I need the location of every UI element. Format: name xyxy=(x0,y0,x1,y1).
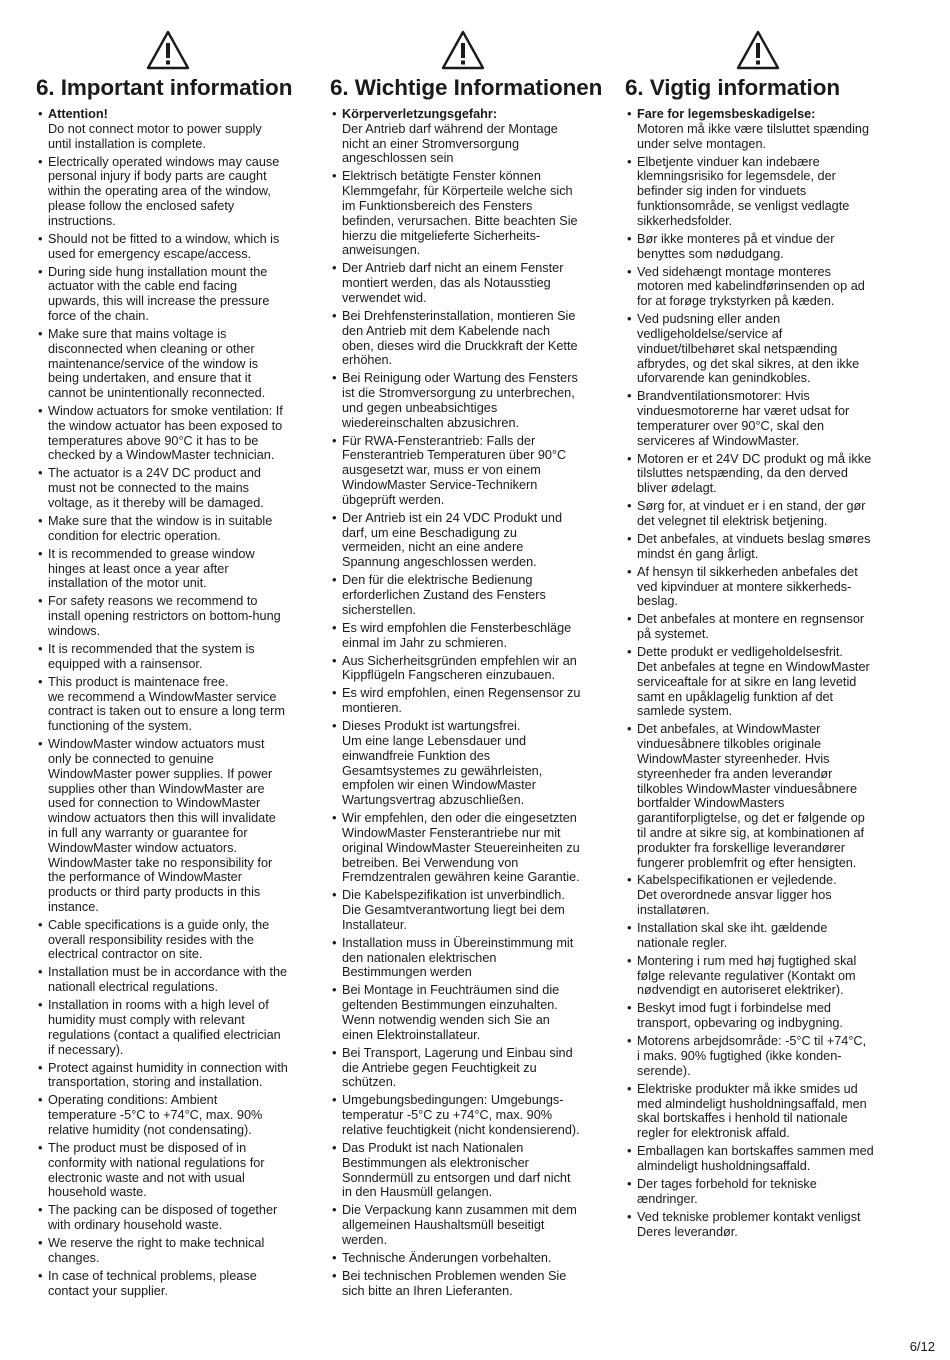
item-text: Protect against humidity in connection with transportation, storing and installation. xyxy=(48,1060,288,1090)
list-item xyxy=(332,1251,594,1266)
list-item xyxy=(38,404,298,463)
list-item xyxy=(332,107,594,166)
list-item xyxy=(332,169,594,258)
list-item xyxy=(38,998,298,1057)
item-heading: Körperverletzungsgefahr: xyxy=(342,107,498,121)
item-text: Bei Reinigung oder Wartung des Fensters ist die Stromversorgung zu unterbrechen, und gegen unbeabsichtiges wiedereinschalten abzusichren. xyxy=(342,371,578,430)
item-text: Should not be fitted to a window, which is used for emergency escape/access. xyxy=(48,231,280,261)
list-item xyxy=(38,265,298,324)
list-item xyxy=(332,1093,594,1137)
list-item xyxy=(627,107,889,151)
item-text: Dette produkt er vedligeholdelsesfrit. Det anbefales at tegne en WindowMaster serviceaftale for at sikre en lang levetid samt en upåklagelig funktion af det samlede system. xyxy=(637,645,870,719)
list-item xyxy=(332,686,594,716)
item-text: In case of technical problems, please contact your supplier. xyxy=(48,1268,257,1298)
item-text: Sørg for, at vinduet er i en stand, der gør det velegnet til elektrisk betjening. xyxy=(637,499,866,529)
item-text: Der tages forbehold for tekniske ændringer. xyxy=(637,1176,817,1206)
list-item xyxy=(627,232,889,262)
item-text: Emballagen kan bortskaffes sammen med almindeligt husholdningsaffald. xyxy=(637,1144,874,1173)
item-text: Für RWA-Fensterantrieb: Falls der Fensterantrieb Temperaturen über 90°C ausgesetzt war, muss er von einem WindowMaster Service-Technikern übgeprüft werden. xyxy=(342,433,567,507)
warning-triangle-icon xyxy=(736,30,780,70)
list-item xyxy=(38,675,298,734)
info-list xyxy=(38,107,298,1299)
item-text: It is recommended to grease window hinges at least once a year after installation of the motor unit. xyxy=(48,546,255,591)
list-item xyxy=(627,1144,889,1174)
item-text: Elektriske produkter må ikke smides ud med almindeligt husholdningsaffald, men skal bortskaffes i henhold til nationale regler for elektronisk affald. xyxy=(637,1081,867,1141)
list-item xyxy=(38,107,298,151)
item-text: Der Antrieb darf während der Montage nicht an einer Stromversorgung angeschlossen sein xyxy=(342,121,558,166)
item-text: Der Antrieb darf nicht an einem Fenster montiert werden, das als Notausstieg verwendet wid. xyxy=(342,261,564,305)
item-text: Dieses Produkt ist wartungsfrei. Um eine lange Lebensdauer und einwandfreie Funktion des Gesamtsystemes zu gewährleisten, empfolen wir einen WindowMaster Wartungsvertrag abzuschließen. xyxy=(342,719,543,808)
list-item xyxy=(332,888,594,932)
list-item xyxy=(38,1236,298,1266)
item-text: Die Kabelspezifikation ist unverbindlich. Die Gesamtverantwortung liegt bei dem Installateur. xyxy=(342,888,565,932)
item-text: Det anbefales at montere en regnsensor på systemet. xyxy=(637,612,865,642)
list-item xyxy=(627,155,889,229)
list-item xyxy=(332,434,594,508)
item-text: Installation muss in Übereinstimmung mit den nationalen elektrischen Bestimmungen werden xyxy=(342,935,574,980)
list-item xyxy=(38,1141,298,1200)
item-heading: Attention! xyxy=(48,107,108,121)
item-text: Motoren er et 24V DC produkt og må ikke tilsluttes netspænding, da den derved bliver ødelagt. xyxy=(637,451,872,496)
list-item xyxy=(332,654,594,684)
list-item xyxy=(627,312,889,386)
list-item xyxy=(627,499,889,529)
item-text: Den für die elektrische Bedienung erforderlichen Zustand des Fensters sicherstellen. xyxy=(342,573,546,617)
item-text: For safety reasons we recommend to install opening restrictors on bottom-hung windows. xyxy=(48,594,281,638)
list-item xyxy=(38,1093,298,1137)
list-item xyxy=(627,1210,889,1240)
section-title: 6. Vigtig information xyxy=(625,75,840,100)
item-text: Montering i rum med høj fugtighed skal følge relevante regulativer (Kontakt om nødvendigt en autoriseret elektriker). xyxy=(637,953,857,998)
list-item xyxy=(627,873,889,917)
item-text: WindowMaster window actuators must only be connected to genuine WindowMaster power supplies. If power supplies other than WindowMaster are used for connection to WindowMaster window actuators then this will invalidate in full any warranty or guarantee for WindowMaster window actuators. WindowMaster take no responsibility for the performance of WindowMaster products or third party products in this instance. xyxy=(48,737,276,914)
list-item xyxy=(38,737,298,915)
list-item xyxy=(38,594,298,638)
section-title: 6. Important information xyxy=(36,75,293,100)
item-text: Bei Transport, Lagerung und Einbau sind die Antriebe gegen Feuchtigkeit zu schützen. xyxy=(342,1045,573,1090)
item-text: Electrically operated windows may cause personal injury if body parts are caught within the operating area of the window, please follow the enclosed safety instructions. xyxy=(48,154,280,228)
page-number: 6/12 xyxy=(909,1339,935,1354)
item-text: The packing can be disposed of together with ordinary household waste. xyxy=(48,1203,278,1233)
list-item xyxy=(332,983,594,1042)
item-text: Make sure that the window is in suitable condition for electric operation. xyxy=(48,514,273,543)
item-text: Brandventilationsmotorer: Hvis vinduesmotorerne har været udsat for temperaturer over 90°C, skal den serviceres af WindowMaster. xyxy=(637,389,850,448)
item-text: Do not connect motor to power supply until installation is complete. xyxy=(48,121,262,151)
list-item xyxy=(38,918,298,962)
list-item xyxy=(38,232,298,262)
item-text: Ved sidehængt montage monteres motoren med kabelindførinsenden op ad for at forøge trykstyrken på kæden. xyxy=(637,264,865,309)
list-item xyxy=(332,1203,594,1247)
list-item xyxy=(332,371,594,430)
list-item xyxy=(627,921,889,951)
item-text: Bør ikke monteres på et vindue der benyttes som nødudgang. xyxy=(637,231,835,261)
list-item xyxy=(38,466,298,510)
item-text: Die Verpackung kann zusammen mit dem allgemeinen Haushaltsmüll beseitigt werden. xyxy=(342,1203,577,1247)
item-text: Wir empfehlen, den oder die eingesetzten WindowMaster Fensterantriebe nur mit original WindowMaster Steuereinheiten zu betreiben. Bei Verwendung von Fremdzentralen gewähren keine Garantie. xyxy=(342,811,580,885)
column-danish xyxy=(627,30,889,1243)
list-item xyxy=(332,573,594,617)
item-text: Motorens arbejdsområde: -5°C til +74°C, i maks. 90% fugtighed (ikke konden- serende). xyxy=(637,1034,867,1078)
warning-triangle-icon xyxy=(441,30,485,70)
list-item xyxy=(332,511,594,570)
list-item xyxy=(38,514,298,544)
list-item xyxy=(627,1001,889,1031)
item-text: We reserve the right to make technical changes. xyxy=(48,1236,265,1265)
item-text: Det anbefales, at WindowMaster vinduesåbnere tilkobles originale WindowMaster styreenheder. Hvis styreenheder fra anden leverandør tilkobles WindowMaster vinduesåbnere bortfalder WindowMasters garantiforpligtelse, og det er følgende op til andre at sikre sig, at kombinationen af produkter fra forskellige leverandører fungerer problemfrit og efter hensigten. xyxy=(637,722,865,870)
item-text: Es wird empfohlen die Fensterbeschläge einmal im Jahr zu schmieren. xyxy=(342,620,572,650)
list-item xyxy=(627,1177,889,1207)
item-text: It is recommended that the system is equipped with a rainsensor. xyxy=(48,641,255,671)
list-item xyxy=(38,642,298,672)
item-text: Installation in rooms with a high level of humidity must comply with relevant regulations (contact a qualified electrician if necessary). xyxy=(48,998,281,1057)
list-item xyxy=(627,565,889,609)
item-text: This product is maintenace free. we recommend a WindowMaster service contract is taken out to ensure a long term functioning of the system. xyxy=(48,674,285,734)
item-text: The actuator is a 24V DC product and must not be connected to the mains voltage, as it thereby will be damaged. xyxy=(48,466,264,511)
list-item xyxy=(332,719,594,808)
list-item xyxy=(627,722,889,870)
item-heading: Fare for legemsbeskadigelse: xyxy=(637,107,816,121)
item-text: Make sure that mains voltage is disconnected when cleaning or other maintenance/service of the window is being undertaken, and ensure that it cannot be unintentionally reconnected. xyxy=(48,326,266,401)
list-item xyxy=(332,1269,594,1299)
list-item xyxy=(627,389,889,448)
warning-triangle-icon xyxy=(146,30,190,70)
list-item xyxy=(38,1203,298,1233)
list-item xyxy=(627,1082,889,1141)
item-text: The product must be disposed of in conformity with national regulations for electronic waste and not with usual household waste. xyxy=(48,1140,265,1200)
item-text: Det anbefales, at vinduets beslag smøres mindst én gang årligt. xyxy=(637,532,871,561)
list-item xyxy=(332,811,594,885)
item-text: Bei Drehfensterinstallation, montieren Sie den Antrieb mit dem Kabelende nach oben, dieses wird die Druckkraft der Kette erhöhen. xyxy=(342,308,578,368)
list-item xyxy=(627,1034,889,1078)
list-item xyxy=(627,645,889,719)
item-text: Elektrisch betätigte Fenster können Klemmgefahr, für Körperteile welche sich im Funktionsbereich des Fensters befinden, verursachen. Bitte beachten Sie hierzu die mitgelieferte Sicherheits- anweisungen. xyxy=(342,169,578,258)
item-text: Technische Änderungen vorbehalten. xyxy=(342,1250,552,1265)
item-text: Af hensyn til sikkerheden anbefales det ved kipvinduer at montere sikkerheds- beslag. xyxy=(637,564,858,609)
list-item xyxy=(38,547,298,591)
item-text: Installation skal ske iht. gældende nationale regler. xyxy=(637,921,828,950)
list-item xyxy=(332,261,594,305)
item-text: Operating conditions: Ambient temperature -5°C to +74°C, max. 90% relative humidity (not condensating). xyxy=(48,1093,263,1137)
list-item xyxy=(332,936,594,980)
list-item xyxy=(332,1141,594,1200)
list-item xyxy=(332,621,594,651)
section-title: 6. Wichtige Informationen xyxy=(330,75,603,100)
list-item xyxy=(627,954,889,998)
info-list xyxy=(627,107,889,1239)
list-item xyxy=(38,155,298,229)
item-text: Es wird empfohlen, einen Regensensor zu montieren. xyxy=(342,686,581,716)
item-text: Bei Montage in Feuchträumen sind die geltenden Bestimmungen einzuhalten. Wenn notwendig wenden sich Sie an einen Elektroinstallateur. xyxy=(342,983,560,1042)
list-item xyxy=(332,309,594,368)
item-text: Aus Sicherheitsgründen empfehlen wir an Kippflügeln Fangscheren einzubauen. xyxy=(342,653,577,683)
item-text: Ved pudsning eller anden vedligeholdelse/service af vinduet/tilbehøret skal netspænding afbrydes, og det skal sikres, at den ikke uforvarende kan genindkobles. xyxy=(637,312,860,386)
item-text: Umgebungsbedingungen: Umgebungs- temperatur -5°C zu +74°C, max. 90% relative feuchtigkeit (nicht kondensierend). xyxy=(342,1093,580,1137)
column-english xyxy=(38,30,298,1302)
info-list xyxy=(332,107,594,1299)
item-text: Beskyt imod fugt i forbindelse med transport, opbevaring og indbygning. xyxy=(637,1001,843,1031)
list-item xyxy=(627,612,889,642)
item-text: Window actuators for smoke ventilation: If the window actuator has been exposed to temperatures above 90°C it has to be checked by a WindowMaster technician. xyxy=(48,404,283,463)
list-item xyxy=(627,452,889,496)
item-text: Installation must be in accordance with the nationall electrical regulations. xyxy=(48,965,288,995)
item-text: Kabelspecifikationen er vejledende. Det overordnede ansvar ligger hos installatøren. xyxy=(637,873,837,918)
list-item xyxy=(627,532,889,562)
list-item xyxy=(38,1061,298,1091)
column-german xyxy=(330,30,603,1302)
item-text: Ved tekniske problemer kontakt venligst Deres leverandør. xyxy=(637,1209,861,1239)
list-item xyxy=(332,1046,594,1090)
item-text: Bei technischen Problemen wenden Sie sich bitte an Ihren Lieferanten. xyxy=(342,1268,567,1298)
item-text: Cable specifications is a guide only, the overall responsibility resides with the electrical contractor on site. xyxy=(48,917,270,962)
item-text: Das Produkt ist nach Nationalen Bestimmungen als elektronischer Sonndermüll zu entsorgen und darf nicht in den Hausmüll gelangen. xyxy=(342,1140,571,1200)
list-item xyxy=(38,1269,298,1299)
item-text: During side hung installation mount the actuator with the cable end facing upwards, this will increase the pressure force of the chain. xyxy=(48,264,270,323)
item-text: Motoren må ikke være tilsluttet spænding under selve montagen. xyxy=(637,121,869,151)
item-text: Elbetjente vinduer kan indebære klemningsrisiko for legemsdele, der befinder sig inden for vinduets funktionsområde, se venligst vedlagte sikkerhedsfolder. xyxy=(637,154,850,228)
list-item xyxy=(38,965,298,995)
list-item xyxy=(627,265,889,309)
list-item xyxy=(38,327,298,401)
item-text: Der Antrieb ist ein 24 VDC Produkt und darf, um eine Beschadigung zu vermeiden, nicht an eine andere Spannung angeschlossen werden. xyxy=(342,510,563,570)
